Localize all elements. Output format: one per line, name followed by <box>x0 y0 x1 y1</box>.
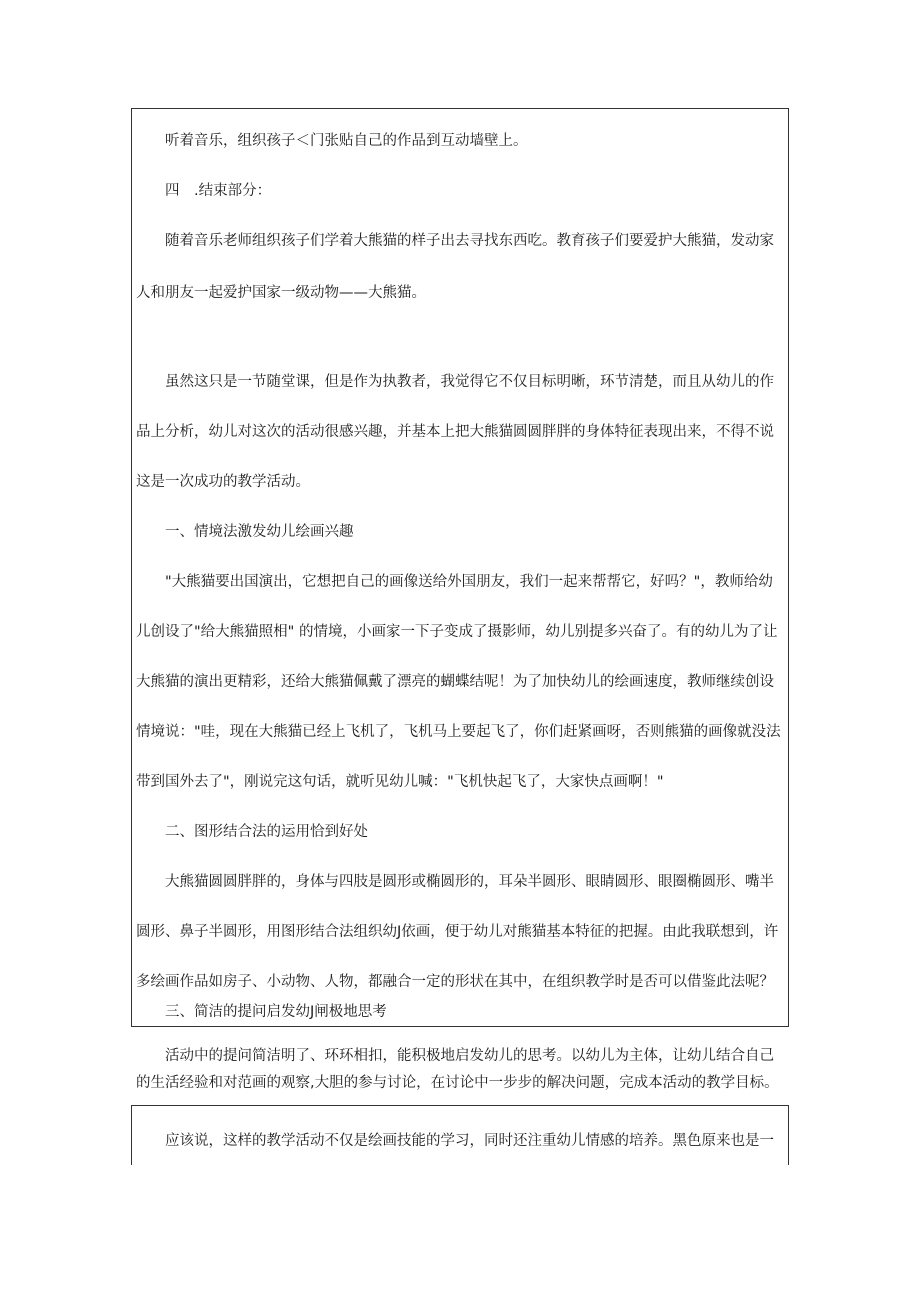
paragraph-line: 的生活经验和对范画的观察,大胆的参与讨论，在讨论中一步步的解决问题，完成本活动的教学目标。 <box>136 1075 779 1091</box>
paragraph-line: 多绘画作品如房子、小动物、人物，都融合一定的形状在其中，在组织教学时是否可以借鉴此法呢？ <box>136 974 774 990</box>
paragraph-line: 情境说："哇，现在大熊猫已经上飞机了，飞机马上要起飞了，你们赶紧画呀，否则熊猫的画像就没法 <box>136 724 781 740</box>
paragraph-line: 带到国外去了"，刚说完这句话，就听见幼儿喊："飞机快起飞了，大家快点画啊！" <box>136 774 664 790</box>
section-heading: 三、简洁的提问启发幼J闸极地思考 <box>136 1004 387 1020</box>
paragraph-line: 这是一次成功的教学活动。 <box>136 474 310 490</box>
paragraph-line: "大熊猫要出国演出，它想把自己的画像送给外国朋友，我们一起来帮帮它，好吗？"，教师给幼 <box>136 574 773 590</box>
paragraph-line: 人和朋友一起爱护国家一级动物——大熊猫。 <box>136 285 426 301</box>
paragraph-line: 虽然这只是一节随堂课，但是作为执教者，我觉得它不仅目标明晰，环节清楚，而且从幼儿的作 <box>136 374 774 390</box>
section-heading: 二、图形结合法的运用恰到好处 <box>136 824 368 840</box>
section-heading: 四 .结束部分： <box>136 183 272 199</box>
paragraph-line: 大熊猫的演出更精彩，还给大熊猫佩戴了漂亮的蝴蝶结呢！为了加快幼儿的绘画速度，教师继续创设 <box>136 674 774 690</box>
paragraph-line: 圆形、鼻子半圆形，用图形结合法组织幼J依画，便于幼儿对熊猫基本特征的把握。由此我联想到，许 <box>136 924 779 940</box>
paragraph-line: 应该说，这样的教学活动不仅是绘画技能的学习，同时还注重幼儿情感的培养。黑色原来也是一 <box>136 1133 774 1149</box>
paragraph-line: 随着音乐老师组织孩子们学着大熊猫的样子出去寻找东西吃。教育孩子们要爱护大熊猫，发动家 <box>136 233 774 249</box>
paragraph-line: 品上分析，幼儿对这次的活动很感兴趣，并基本上把大熊猫圆圆胖胖的身体特征表现出来，不得不说 <box>136 424 774 440</box>
paragraph-line: 活动中的提问简洁明了、环环相扣，能积极地启发幼儿的思考。以幼儿为主体，让幼儿结合自己 <box>136 1048 774 1064</box>
section-heading: 一、情境法激发幼儿绘画兴趣 <box>136 524 354 540</box>
paragraph-line: 儿创设了"给大熊猫照相" 的情境，小画家一下子变成了摄影师，幼儿别提多兴奋了。有的幼儿为了让 <box>136 624 778 640</box>
paragraph-line: 听着音乐，组织孩子＜门张贴自己的作品到互动墙壁上。 <box>136 133 528 149</box>
paragraph-line: 大熊猫圆圆胖胖的，身体与四肢是圆形或椭圆形的，耳朵半圆形、眼睛圆形、眼圈椭圆形、嘴半 <box>136 874 774 890</box>
